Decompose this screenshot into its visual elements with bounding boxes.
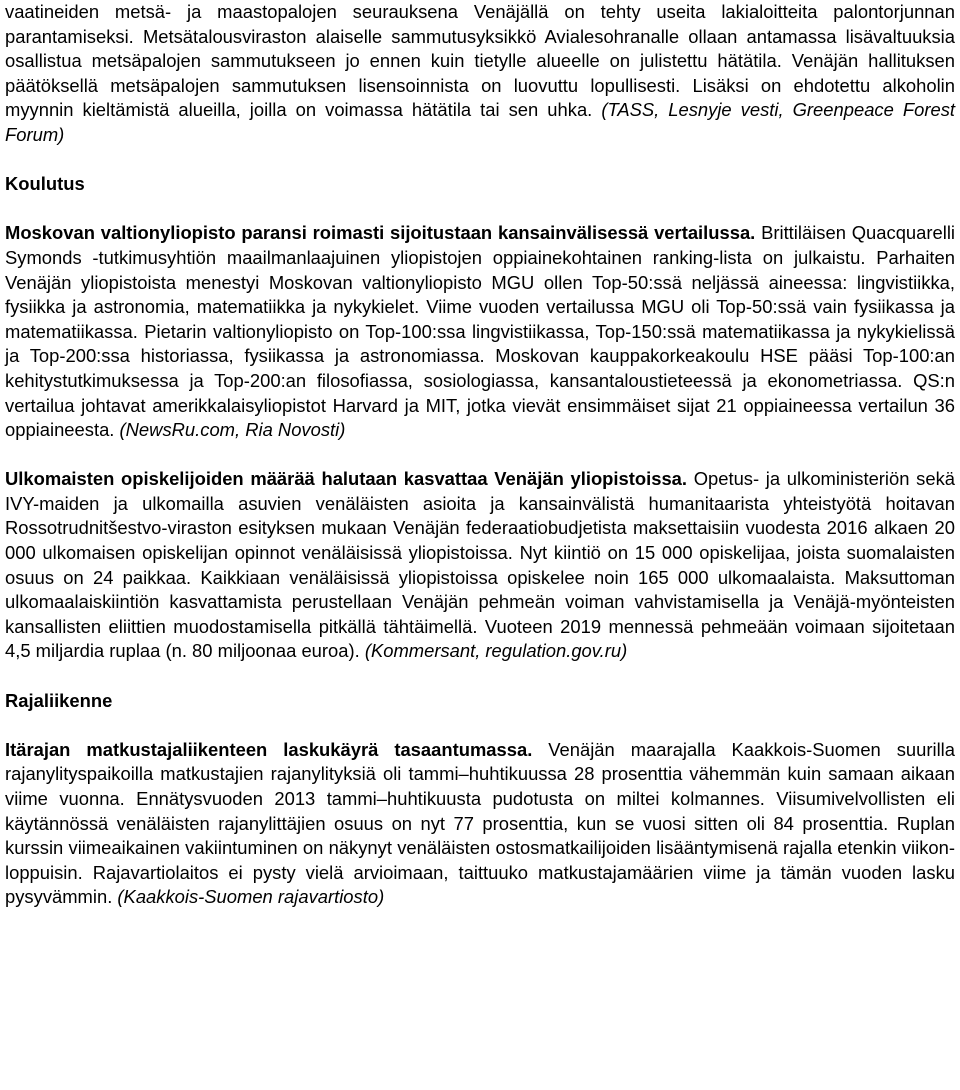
document-page [5,0,955,910]
section-heading-border: Rajaliikenne [5,689,113,711]
section-heading-education: Koulutus [5,173,85,195]
spacer [5,664,955,689]
border-article [5,738,955,910]
ranking-article-source: (NewsRu.com, Ria Novosti) [119,419,346,441]
border-article-body: Venäjän maarajalla Kaakkois-Suomen suurilla rajanylityspaikoilla matkustajien rajanylityksiä oli tammi–huhtikuussa 28 prosenttia vähemmän kuin samaan aikaan viime vuonna. Ennätysvuoden 2013 tammi–huhtikuusta pudotusta on miltei kolmannes. Viisumivelvollisten eli käytännössä venäläisten rajanylittäjien osuus on nyt 77 prosenttia, kun se vuosi sitten oli 84 prosenttia. Ruplan kurssin viimeaikainen vakiintuminen on näkynyt venäläisten ostosmatkailijoiden lisääntymisenä rajalla etenkin viikonloppuisin. Rajavartiolaitos ei pysty vielä arvioimaan, taittuuko matkustajamäärien viime ja tämän vuoden lasku pysyvämmin. [5,738,956,908]
ranking-article-lead: Moskovan valtionyliopisto paransi roimasti sijoitustaan kansainvälisessä vertailussa. [5,222,756,244]
spacer [5,713,955,738]
border-article-source: (Kaakkois-Suomen rajavartiosto) [117,886,385,908]
ranking-article-body: Brittiläisen Quacquarelli Symonds -tutkimusyhtiön maailmanlaajuinen yliopistojen oppiainekohtainen ranking-lista on julkaistu. Parhaiten Venäjän yliopistoista menestyi Moskovan valtionyliopisto MGU ollen Top-50:ssä neljässä aineessa: lingvistiikka, fysiikka ja astronomia, matematiikka ja nykykielet. Viime vuoden vertailussa MGU oli Top-50:ssä vain fysiikassa ja matematiikassa. Pietarin valtionyliopisto on Top-100:ssa lingvistiikassa, Top-150:ssä matematiikassa ja nykykielissä ja Top-200:ssa historiassa, fysiikassa ja astronomiassa. Moskovan kauppakorkeakoulu HSE pääsi Top-100:an kehitystutkimuksessa ja Top-200:an filosofiassa, sosiologiassa, kansantaloustieteessä ja ekonometriassa. QS:n vertailua johtavat amerikkalaisyliopistot Harvard ja MIT, jotka vievät ensimmäiset sijat 21 oppiaineessa vertailun 36 oppiaineesta. [5,222,955,441]
spacer [5,443,955,468]
spacer [5,148,955,173]
border-article-lead: Itärajan matkustajaliikenteen laskukäyrä tasaantumassa. [5,738,533,760]
ranking-article [5,221,955,442]
students-article [5,467,955,664]
students-article-lead: Ulkomaisten opiskelijoiden määrää halutaan kasvattaa Venäjän yliopistoissa. [5,468,688,490]
students-article-source: (Kommersant, regulation.gov.ru) [364,640,628,662]
students-article-body: Opetus- ja ulkoministeriön sekä IVY-maiden ja ulkomailla asuvien venäläisten asioita ja kansainvälistä humanitaarista yhteistyötä hoitavan Rossotrudnitšestvo-viraston esityksen mukaan Venäjän federaatiobudjetista maksettaisiin vuodesta 2016 alkaen 20 000 ulkomaisen opiskelijan opinnot venäläisissä yliopistoissa. Nyt kiintiö on 15 000 opiskelijaa, joista suomalaisten osuus on 24 paikkaa. Kaikkiaan venäläisissä yliopistoissa opiskelee noin 165 000 ulkomaalaista. Maksuttoman ulkomaalaiskiintiön kasvattamista perustellaan Venäjän pehmeän voiman vahvistamisella ja Venäjä-myönteisten kansallisten eliittien muodostamisella pitkällä tähtäimellä. Vuoteen 2019 mennessä pehmeään voimaan sijoitetaan 4,5 miljardia ruplaa (n. 80 miljoonaa euroa). [5,468,955,662]
forest-fire-paragraph [5,0,955,148]
forest-fire-source: (TASS, Lesnyje vesti, Greenpeace Forest Forum) [5,99,956,145]
spacer [5,197,955,222]
forest-fire-text: vaatineiden metsä- ja maastopalojen seurauksena Venäjällä on tehty useita lakialoitteita palontorjunnan parantamiseksi. Metsätalousviraston alaiselle sammutusyksikkö Avialesohranalle ollaan antamassa lisävaltuuksia osallistua metsäpalojen sammutukseen jo ennen kuin tietylle alueelle on julistettu hätätila. Venäjän hallituksen päätöksellä metsäpalojen sammutuksen lisensoinnista on luovuttu lopullisesti. Lisäksi on ehdotettu alkoholin myynnin kieltämistä alueilla, joilla on voimassa hätätila tai sen uhka. [5,1,955,121]
